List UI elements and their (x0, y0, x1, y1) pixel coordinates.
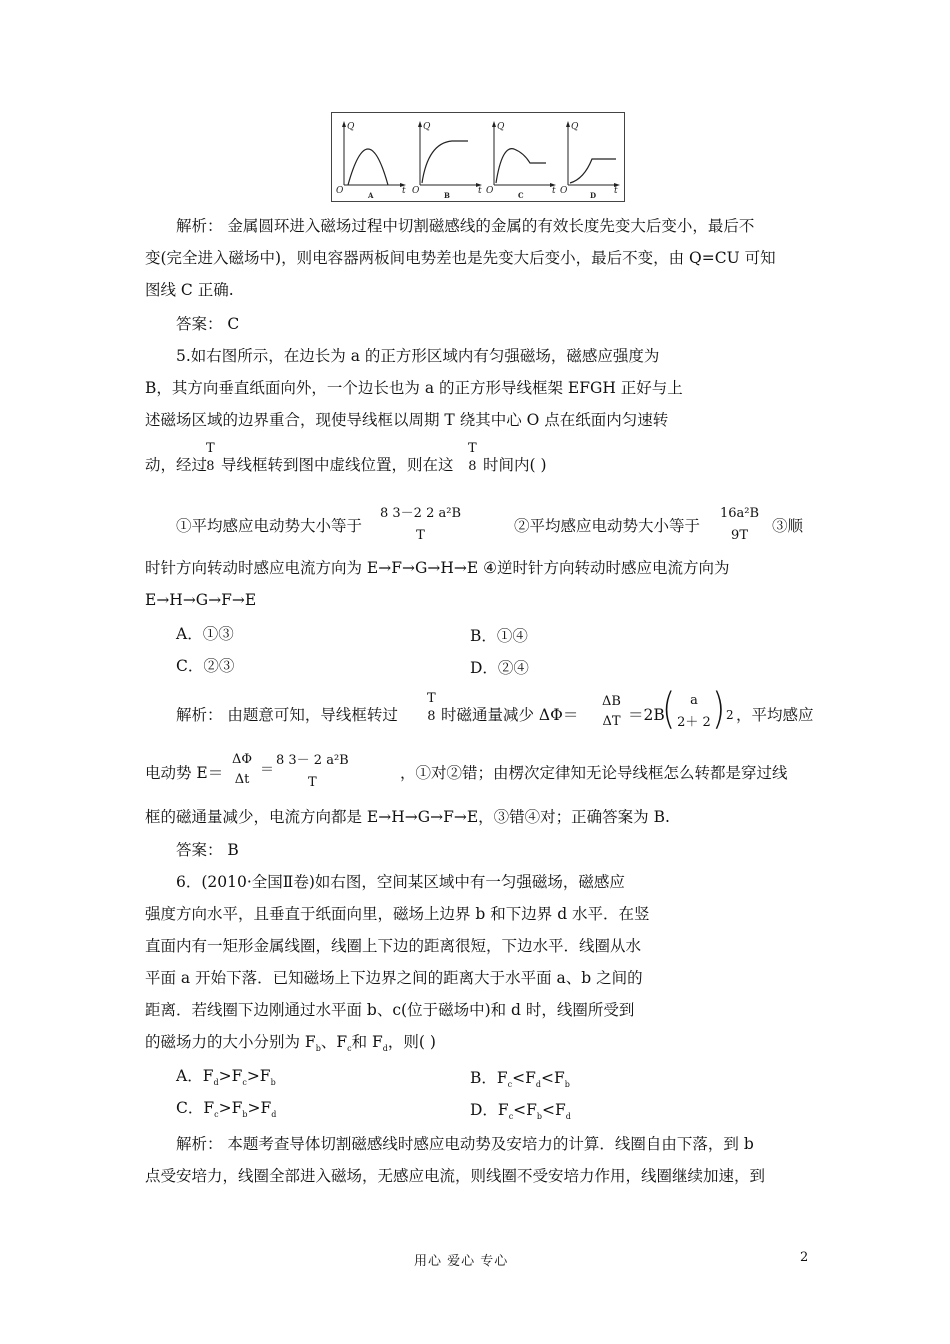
p2-frac-emf-den: T (308, 775, 317, 790)
graph-b-letter: B (444, 191, 450, 200)
p2-answer: 答案： B (176, 841, 239, 859)
q6-option-c-rest-2: >F (247, 1099, 272, 1117)
graph-b-t-label: t (478, 186, 482, 196)
q6-sub-d: d (382, 1044, 388, 1054)
graph-d-q-label: Q (571, 122, 579, 132)
q5-frac-t8-den: 8 (206, 459, 215, 474)
q6-option-d-sub-2: b (536, 1112, 543, 1122)
p2-line-3: 框的磁通量减少，电流方向都是 E→H→G→F→E，③错④对；正确答案为 B. (145, 808, 670, 826)
graph-d (560, 121, 620, 200)
q6-option-a-rest-2: >F (246, 1067, 271, 1085)
p2-line-2-a: 电动势 E＝ (145, 764, 224, 782)
q5-s1-label: ①平均感应电动势大小等于 (176, 517, 363, 535)
q5-frac-t8-2 (468, 440, 477, 476)
p2-frac-dphi-num: ΔΦ (232, 752, 253, 767)
p2-frac-db-den: ΔT (602, 714, 621, 729)
q6-option-b (470, 1066, 570, 1089)
q6-option-d (470, 1098, 571, 1121)
p2-frac-t8-num: T (427, 691, 436, 706)
q6-option-b-rest-1: <F (512, 1069, 536, 1087)
q5-option-d: D．②④ (470, 659, 529, 677)
q6-option-a-rest-1: >F (218, 1067, 243, 1085)
p2-frac-db-num: ΔB (602, 694, 621, 709)
p1-line-1: 解析： 金属圆环进入磁场过程中切割磁感线的金属的有效长度先变大后变小，最后不 (176, 217, 755, 235)
p2-line-1-a: 解析： 由题意可知，导线框转过 (176, 706, 398, 724)
p2-paren-den: 2＋ 2 (677, 715, 711, 730)
p2-paren-num: a (690, 693, 698, 708)
page-number: 2 (800, 1250, 809, 1265)
p2-line-1-b: 时磁通量减少 ΔΦ＝ (441, 706, 579, 724)
graph-b-q-label: Q (423, 122, 431, 132)
q6-line-4: 平面 a 开始下落．已知磁场上下边界之间的距离大于水平面 a、b 之间的 (145, 969, 643, 987)
q5-s2-num: 16a²B (720, 506, 760, 521)
graph-c-t-label: t (552, 186, 556, 196)
q6-line-1: 6．(2010·全国Ⅱ卷)如右图，空间某区域中有一匀强磁场，磁感应 (176, 873, 625, 891)
q6-option-d-label: D．F (470, 1101, 509, 1119)
q6-option-b-rest-2: <F (541, 1069, 565, 1087)
q6-option-c-rest-1: >F (218, 1099, 243, 1117)
p2-left-paren: ( (662, 684, 676, 734)
q6-option-d-rest-2: <F (542, 1101, 566, 1119)
q6-option-c-sub-1: c (214, 1110, 219, 1120)
q6-option-d-sub-1: c (508, 1112, 514, 1122)
p2-line-1-c: ＝2B (628, 706, 665, 724)
q6-line-5: 距离．若线圈下边刚通过水平面 b、c(位于磁场中)和 d 时，线圈所受到 (145, 1001, 635, 1019)
p3-line-2: 点受安培力，线圈全部进入磁场，无感应电流，则线圈不受安培力作用，线圈继续加速，到 (145, 1167, 766, 1185)
q6-option-a (176, 1066, 276, 1093)
q6-option-c-label: C．F (176, 1099, 215, 1117)
graph-c-letter: C (518, 191, 524, 200)
q5-line-6: 时针方向转动时感应电流方向为 E→F→G→H→E ④逆时针方向转动时感应电流方向为 (145, 559, 730, 577)
p2-square-exp: 2 (726, 708, 734, 722)
graph-d-t-label: t (614, 186, 618, 196)
graph-a-origin: O (336, 186, 344, 196)
p2-frac-t8-den: 8 (427, 709, 436, 724)
q5-line-2: B，其方向垂直纸面向外，一个边长也为 a 的正方形导线框架 EFGH 正好与上 (145, 379, 683, 397)
p2-line-2-eq: ＝ (260, 762, 274, 778)
graph-a (336, 121, 406, 200)
q6-option-a-sub-2: c (242, 1078, 247, 1088)
qt-graphs-figure (331, 112, 625, 202)
footer-motto: 用心 爱心 专心 (414, 1254, 509, 1269)
q6-line-6-b: 、F (320, 1033, 348, 1051)
graph-c (486, 121, 556, 200)
q5-line-4-c: 时间内( ) (483, 456, 547, 474)
q6-option-c-sub-3: d (271, 1110, 277, 1120)
p2-frac-emf-num: 8 3－ 2 a²B (276, 753, 349, 768)
q6-option-b-label: B．F (470, 1069, 508, 1087)
graph-b (412, 121, 482, 200)
q5-option-a: A．①③ (176, 625, 234, 643)
q5-line-7: E→H→G→F→E (145, 591, 257, 609)
q6-option-d-sub-3: d (565, 1112, 571, 1122)
q6-option-c (176, 1098, 276, 1125)
q5-option-c: C．②③ (176, 657, 235, 675)
q6-option-b-sub-1: c (507, 1080, 513, 1090)
q5-line-3: 述磁场区域的边界重合，现使导线框以周期 T 绕其中心 O 点在纸面内匀速转 (145, 411, 669, 429)
p2-right-paren: ) (712, 684, 726, 734)
q5-s2-label: ②平均感应电动势大小等于 (514, 517, 701, 535)
graph-a-t-label: t (402, 186, 406, 196)
q5-frac-t8-2-num: T (468, 441, 477, 456)
p2-frac-dphi-den: Δt (234, 772, 250, 787)
q5-frac-t8-num: T (206, 441, 215, 456)
q5-s2-frac (720, 503, 759, 547)
graph-c-q-label: Q (497, 122, 505, 132)
q6-option-d-rest-1: <F (513, 1101, 537, 1119)
p2-frac-t8 (427, 690, 436, 726)
p2-line-2-b: ，①对②错；由楞次定律知无论导线框怎么转都是穿过线 (400, 764, 788, 782)
q6-line-6 (145, 1032, 436, 1059)
q6-line-6-a: 的磁场力的大小分别为 F (145, 1033, 316, 1051)
p1-answer: 答案： C (176, 315, 240, 333)
q5-s1-den: T (416, 528, 425, 543)
q5-line-1: 5.如右图所示，在边长为 a 的正方形区域内有匀强磁场，磁感应强度为 (176, 347, 660, 365)
p2-frac-dphi-dt (232, 750, 252, 790)
q5-s1-frac (380, 503, 461, 547)
q5-line-4-b: 导线框转到图中虚线位置，则在这 (221, 456, 454, 474)
q6-option-a-sub-1: d (213, 1078, 219, 1088)
q6-option-a-label: A．F (176, 1067, 214, 1085)
p1-line-2: 变(完全进入磁场中)，则电容器两板间电势差也是先变大后变小，最后不变，由 Q=CU 可知 (145, 249, 776, 267)
q5-s3-label: ③顺 (772, 517, 804, 535)
graph-a-q-label: Q (347, 122, 355, 132)
p2-line-1-d: ，平均感应 (736, 706, 814, 724)
q6-line-6-c: 和 F (351, 1033, 383, 1051)
q5-s2-den: 9T (731, 528, 748, 543)
p2-frac-emf (276, 750, 349, 794)
q5-option-b: B．①④ (470, 627, 528, 645)
p1-line-3: 图线 C 正确. (145, 281, 234, 299)
q6-line-6-d: ，则( ) (387, 1033, 436, 1051)
q5-frac-t8-2-den: 8 (468, 459, 477, 474)
q5-line-4-a: 动，经过 (145, 456, 208, 474)
graph-d-origin: O (560, 186, 568, 196)
graph-a-letter: A (368, 191, 374, 200)
p2-frac-db-dt (602, 692, 621, 732)
graph-c-origin: O (486, 186, 494, 196)
q6-option-b-sub-3: b (564, 1080, 570, 1090)
qt-graphs-svg (332, 113, 624, 201)
q6-sub-b: b (315, 1044, 321, 1054)
q6-sub-c: c (347, 1044, 352, 1054)
q6-option-b-sub-2: d (535, 1080, 542, 1090)
q6-option-c-sub-2: b (242, 1110, 248, 1120)
p2-paren-frac (672, 690, 716, 734)
q5-frac-t8 (206, 440, 215, 476)
graph-b-origin: O (412, 186, 420, 196)
q6-line-3: 直面内有一矩形金属线圈，线圈上下边的距离很短，下边水平．线圈从水 (145, 937, 642, 955)
q6-option-a-sub-3: b (270, 1078, 276, 1088)
p3-line-1: 解析： 本题考查导体切割磁感线时感应电动势及安培力的计算．线圈自由下落，到 b (176, 1135, 754, 1153)
q6-line-2: 强度方向水平，且垂直于纸面向里，磁场上边界 b 和下边界 d 水平．在竖 (145, 905, 650, 923)
q5-s1-num: 8 3－2 2 a²B (380, 506, 461, 521)
graph-d-letter: D (590, 191, 597, 200)
